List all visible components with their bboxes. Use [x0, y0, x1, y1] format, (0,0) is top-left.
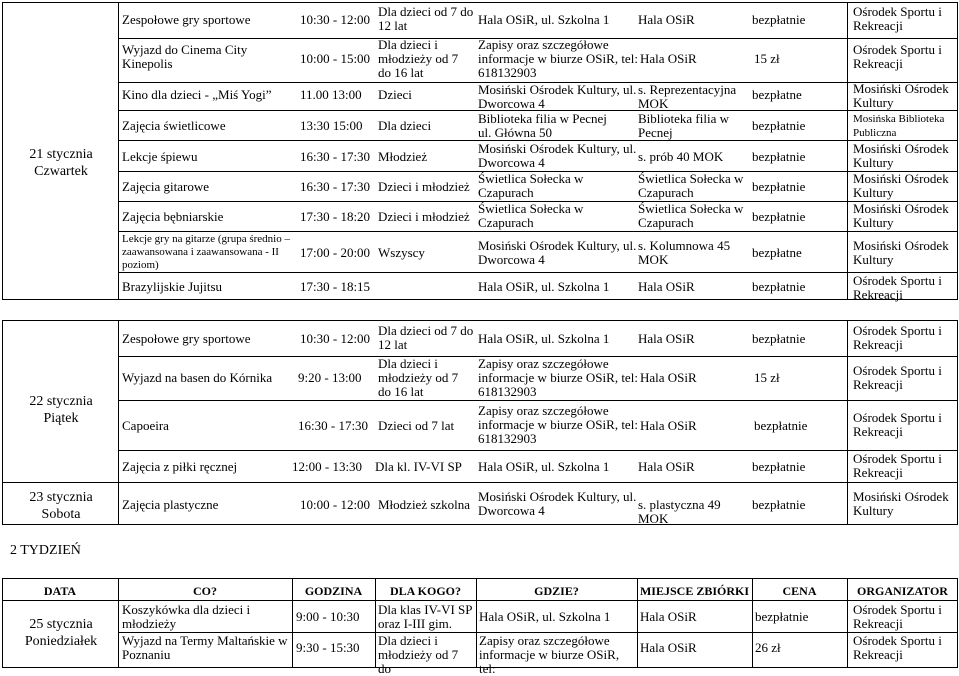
- event-cell: Wyjazd na basen do Kórnika: [122, 370, 273, 385]
- who-cell: Młodzież: [378, 149, 428, 164]
- time-cell: 9:00 - 10:30: [296, 609, 360, 624]
- column-header: GODZINA: [304, 584, 363, 598]
- where-cell: Zapisy oraz szczegółowe informacje w biurze OSiR, tel: 618132903: [478, 403, 638, 446]
- organizer-cell: Ośrodek Sportu i Rekreacji: [853, 633, 942, 662]
- time-cell: 17:30 - 18:15: [300, 279, 371, 294]
- meet-cell: Hala OSiR: [640, 609, 697, 624]
- who-cell: Wszyscy: [378, 245, 425, 260]
- price-cell: bezpłatnie: [752, 279, 806, 294]
- who-cell: Dzieci: [378, 87, 412, 102]
- who-cell: Młodzież szkolna: [378, 497, 471, 512]
- organizer-cell: Ośrodek Sportu i Rekreacji: [853, 273, 942, 302]
- column-header: CO?: [193, 584, 217, 598]
- who-cell: Dzieci i młodzież: [378, 179, 470, 194]
- day-cell: 25 stycznia Poniedziałek: [24, 617, 98, 649]
- meet-cell: s. Kolumnowa 45 MOK: [638, 238, 731, 267]
- organizer-cell: Ośrodek Sportu i Rekreacji: [853, 451, 942, 480]
- time-cell: 10:30 - 12:00: [300, 331, 371, 346]
- event-cell: Zajęcia świetlicowe: [122, 118, 226, 133]
- organizer-cell: Ośrodek Sportu i Rekreacji: [853, 42, 942, 71]
- where-cell: Zapisy oraz szczegółowe informacje w biurze OSiR, tel:: [479, 633, 620, 676]
- event-cell: Zajęcia z piłki ręcznej: [122, 459, 238, 474]
- time-cell: 16:30 - 17:30: [300, 149, 371, 164]
- organizer-cell: Ośrodek Sportu i Rekreacji: [853, 602, 942, 631]
- price-cell: bezpłatnie: [752, 12, 806, 27]
- meet-cell: Hala OSiR: [640, 418, 697, 433]
- time-cell: 17:00 - 20:00: [300, 245, 371, 260]
- price-cell: bezpłatnie: [752, 149, 806, 164]
- where-cell: Hala OSiR, ul. Szkolna 1: [479, 609, 611, 624]
- price-cell: bezpłatnie: [752, 179, 806, 194]
- time-cell: 11.00 13:00: [300, 87, 362, 102]
- organizer-cell: Mosiński Ośrodek Kultury: [853, 238, 949, 267]
- event-cell: Zespołowe gry sportowe: [122, 12, 251, 27]
- meet-cell: s. plastyczna 49 MOK: [638, 497, 721, 526]
- price-cell: 15 zł: [754, 370, 780, 385]
- event-cell: Lekcje gry na gitarze (grupa średnio – zaawansowana i zaawansowana - II poziom): [122, 233, 290, 271]
- who-cell: Dla dzieci i młodzieży od 7 do 16 lat: [378, 37, 459, 80]
- price-cell: bezpłatnie: [752, 459, 806, 474]
- price-cell: bezpłatnie: [754, 418, 808, 433]
- who-cell: Dzieci od 7 lat: [378, 418, 455, 433]
- meet-cell: Hala OSiR: [638, 12, 695, 27]
- event-cell: Zajęcia bębniarskie: [122, 209, 224, 224]
- time-cell: 9:20 - 13:00: [298, 370, 362, 385]
- week-heading: 2 TYDZIEŃ: [10, 543, 81, 558]
- who-cell: Dla klas IV-VI SP oraz I-III gim.: [378, 602, 473, 631]
- organizer-cell: Ośrodek Sportu i Rekreacji: [853, 4, 942, 33]
- event-cell: Wyjazd do Cinema City Kinepolis: [122, 42, 248, 71]
- column-header: CENA: [782, 584, 817, 598]
- day-cell: 21 stycznia Czwartek: [29, 147, 93, 179]
- time-cell: 17:30 - 18:20: [300, 209, 371, 224]
- day-cell: 23 stycznia Sobota: [29, 490, 93, 522]
- who-cell: Dzieci i młodzież: [378, 209, 470, 224]
- who-cell: Dla dzieci: [378, 118, 432, 133]
- price-cell: bezpłatne: [752, 245, 802, 260]
- time-cell: 10:30 - 12:00: [300, 12, 371, 27]
- meet-cell: Świetlica Sołecka w Czapurach: [638, 201, 744, 230]
- price-cell: bezpłatnie: [752, 209, 806, 224]
- day-cell: 22 stycznia Piątek: [29, 394, 93, 426]
- organizer-cell: Mosiński Ośrodek Kultury: [853, 141, 949, 170]
- where-cell: Biblioteka filia w Pecnej ul. Główna 50: [478, 111, 607, 140]
- who-cell: Dla dzieci i młodzieży od 7 do: [378, 633, 459, 676]
- organizer-cell: Ośrodek Sportu i Rekreacji: [853, 410, 942, 439]
- meet-cell: Hala OSiR: [638, 459, 695, 474]
- where-cell: Zapisy oraz szczegółowe informacje w biurze OSiR, tel: 618132903: [478, 37, 638, 80]
- organizer-cell: Mosiński Ośrodek Kultury: [853, 81, 949, 110]
- meet-cell: s. Reprezentacyjna MOK: [638, 82, 737, 111]
- price-cell: bezpłatnie: [752, 331, 806, 346]
- organizer-cell: Ośrodek Sportu i Rekreacji: [853, 363, 942, 392]
- event-cell: Koszykówka dla dzieci i młodzieży: [122, 602, 251, 631]
- organizer-cell: Mosiński Ośrodek Kultury: [853, 201, 949, 230]
- where-cell: Hala OSiR, ul. Szkolna 1: [478, 279, 610, 294]
- event-cell: Lekcje śpiewu: [122, 149, 198, 164]
- where-cell: Mosiński Ośrodek Kultury, ul. Dworcowa 4: [478, 82, 637, 111]
- where-cell: Świetlica Sołecka w Czapurach: [478, 201, 584, 230]
- event-cell: Zespołowe gry sportowe: [122, 331, 251, 346]
- organizer-cell: Mosińska Biblioteka Publiczna: [853, 113, 945, 139]
- organizer-cell: Mosiński Ośrodek Kultury: [853, 171, 949, 200]
- organizer-cell: Mosiński Ośrodek Kultury: [853, 489, 949, 518]
- price-cell: bezpłatnie: [752, 118, 806, 133]
- column-header: DATA: [43, 584, 77, 598]
- price-cell: bezpłatnie: [752, 497, 806, 512]
- where-cell: Hala OSiR, ul. Szkolna 1: [478, 331, 610, 346]
- event-cell: Capoeira: [122, 418, 169, 433]
- where-cell: Hala OSiR, ul. Szkolna 1: [478, 459, 610, 474]
- meet-cell: Hala OSiR: [640, 640, 697, 655]
- time-cell: 10:00 - 15:00: [300, 51, 371, 66]
- meet-cell: s. prób 40 MOK: [638, 149, 724, 164]
- time-cell: 16:30 - 17:30: [298, 418, 369, 433]
- who-cell: Dla dzieci od 7 do 12 lat: [378, 4, 474, 33]
- meet-cell: Hala OSiR: [638, 331, 695, 346]
- column-header: MIEJSCE ZBIÓRKI: [639, 584, 750, 598]
- event-cell: Brazylijskie Jujitsu: [122, 279, 223, 294]
- event-cell: Wyjazd na Termy Maltańskie w Poznaniu: [122, 633, 288, 662]
- price-cell: bezpłatne: [752, 87, 802, 102]
- column-header: GDZIE?: [534, 584, 579, 598]
- where-cell: Hala OSiR, ul. Szkolna 1: [478, 12, 610, 27]
- meet-cell: Hala OSiR: [640, 370, 697, 385]
- time-cell: 16:30 - 17:30: [300, 179, 371, 194]
- column-header: DLA KOGO?: [389, 584, 461, 598]
- meet-cell: Świetlica Sołecka w Czapurach: [638, 171, 744, 200]
- event-cell: Kino dla dzieci - „Miś Yogi”: [122, 87, 272, 102]
- where-cell: Mosiński Ośrodek Kultury, ul. Dworcowa 4: [478, 141, 637, 170]
- who-cell: Dla dzieci i młodzieży od 7 do 16 lat: [378, 356, 459, 399]
- meet-cell: Biblioteka filia w Pecnej: [638, 111, 729, 140]
- column-header: ORGANIZATOR: [857, 584, 948, 598]
- where-cell: Mosiński Ośrodek Kultury, ul. Dworcowa 4: [478, 238, 637, 267]
- event-cell: Zajęcia plastyczne: [122, 497, 219, 512]
- where-cell: Mosiński Ośrodek Kultury, ul. Dworcowa 4: [478, 489, 637, 518]
- time-cell: 12:00 - 13:30: [292, 459, 363, 474]
- meet-cell: Hala OSiR: [640, 51, 697, 66]
- price-cell: 15 zł: [754, 51, 780, 66]
- who-cell: Dla dzieci od 7 do 12 lat: [378, 323, 474, 352]
- time-cell: 10:00 - 12:00: [300, 497, 371, 512]
- meet-cell: Hala OSiR: [638, 279, 695, 294]
- time-cell: 9:30 - 15:30: [296, 640, 360, 655]
- event-cell: Zajęcia gitarowe: [122, 179, 209, 194]
- time-cell: 13:30 15:00: [300, 118, 363, 133]
- price-cell: 26 zł: [755, 640, 781, 655]
- price-cell: bezpłatnie: [755, 609, 809, 624]
- who-cell: Dla kl. IV-VI SP: [375, 459, 462, 474]
- organizer-cell: Ośrodek Sportu i Rekreacji: [853, 323, 942, 352]
- where-cell: Zapisy oraz szczegółowe informacje w biurze OSiR, tel: 618132903: [478, 356, 638, 399]
- where-cell: Świetlica Sołecka w Czapurach: [478, 171, 584, 200]
